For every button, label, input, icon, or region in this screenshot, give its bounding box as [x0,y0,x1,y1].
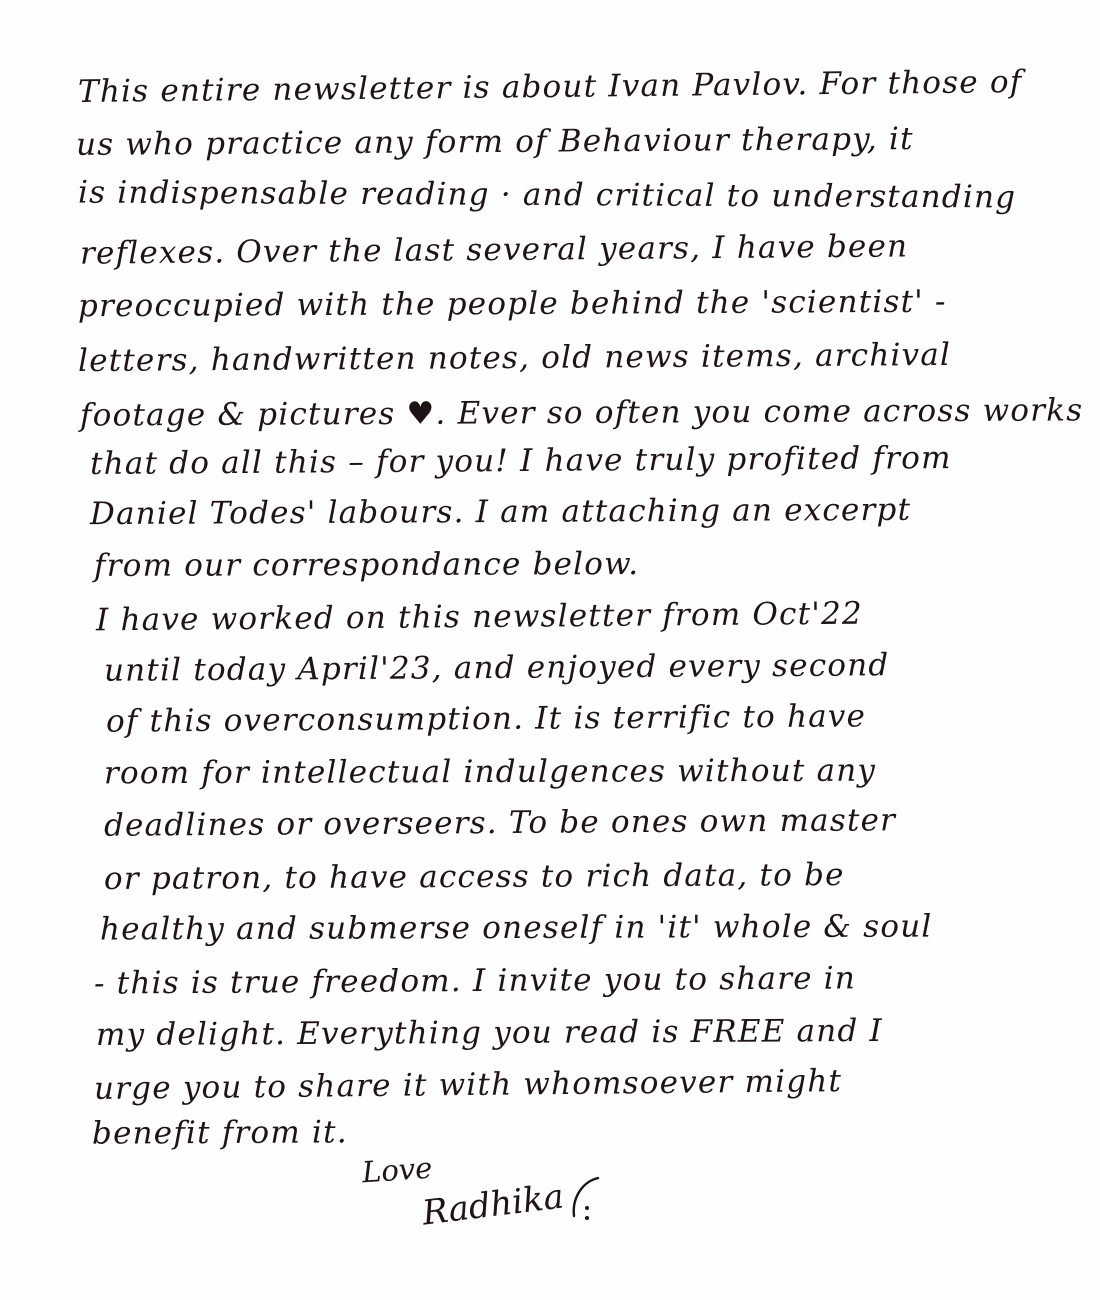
letter-line: until today April'23, and enjoyed every second [103,647,890,689]
signature: Radhika [420,1176,566,1234]
letter-line: benefit from it. [91,1114,348,1152]
letter-line: letters, handwritten notes, old news items, archival [77,336,952,380]
letter-line: I have worked on this newsletter from Oct'22 [95,595,863,639]
letter-line: This entire newsletter is about Ivan Pavlov. For those of [77,64,1023,110]
letter-line: urge you to share it with whomsoever might [93,1063,843,1107]
letter-line: - this is true freedom. I invite you to share in [93,960,857,1002]
closing-love: Love [360,1150,434,1190]
letter-line: us who practice any form of Behaviour therapy, it [75,121,914,163]
smiley-doodle-icon [560,1168,610,1228]
letter-line: or patron, to have access to rich data, to be [103,857,845,897]
letter-line: that do all this – for you! I have truly profited from [89,439,952,483]
letter-line: healthy and submerse oneself in 'it' whole & soul [99,908,933,948]
letter-line: my delight. Everything you read is FREE and I [95,1012,884,1054]
letter-line: preoccupied with the people behind the 'scientist' - [77,283,947,325]
letter-line: is indispensable reading · and critical to understanding [77,174,1017,216]
letter-line: deadlines or overseers. To be ones own master [103,802,897,844]
letter-line: room for intellectual indulgences without any [103,752,877,792]
letter-line: of this overconsumption. It is terrific to have [105,698,867,740]
letter-line: Daniel Todes' labours. I am attaching an excerpt [89,491,912,533]
letter-line: from our correspondance below. [93,546,640,584]
letter-line: footage & pictures ♥. Ever so often you come across works [79,392,1084,434]
letter-line: reflexes. Over the last several years, I have been [79,228,909,272]
